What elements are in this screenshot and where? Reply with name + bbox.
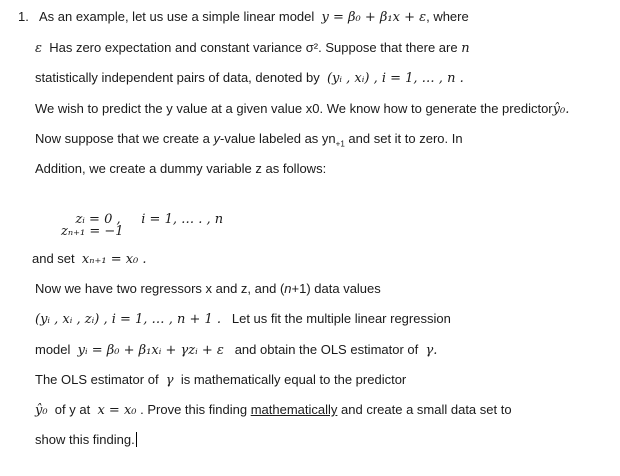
regression-equation: yᵢ = β₀ + β₁xᵢ + γzᵢ + ε	[77, 343, 224, 358]
line-14-text-b: . Prove this finding	[140, 402, 248, 417]
underlined-word: mathematically	[250, 402, 338, 417]
line-2-text: Has zero expectation and constant variance σ². Suppose that there are	[49, 40, 458, 55]
line-10	[35, 280, 381, 298]
x-equals-x0: x = x₀	[97, 403, 137, 418]
data-triples: (yᵢ , xᵢ , zᵢ) , i = 1, … , n + 1 .	[35, 312, 222, 327]
line-14	[35, 401, 512, 420]
dummy-z-last: zₙ₊₁ = −1	[61, 224, 124, 239]
x-last-equation: xₙ₊₁ = x₀ .	[81, 252, 147, 267]
line-3-text: statistically independent pairs of data, denoted by	[35, 70, 320, 85]
predictor-symbol-2: ŷ₀	[35, 403, 48, 418]
line-5-text-a: Now suppose that we create a	[35, 131, 210, 146]
line-9-text: and set	[32, 251, 75, 266]
line-8	[61, 222, 124, 241]
line-14-text-c: and create a small data set to	[341, 402, 512, 417]
line-12-text-b: and obtain the OLS estimator of	[234, 342, 419, 357]
line-5-text-b: -value labeled as yn	[220, 131, 336, 146]
dummy-z-definition: zᵢ = 0 , i = 1, … . , n	[75, 212, 224, 227]
line-5-text-c: and set it to zero. In	[348, 131, 463, 146]
gamma-symbol-2: γ	[165, 373, 174, 388]
line-4	[35, 100, 569, 119]
line-3	[35, 69, 464, 88]
line-10-text-b: +1) data values	[291, 281, 381, 296]
line-1-text: As an example, let us use a simple linear model	[38, 9, 315, 24]
line-10-text-a: Now we have two regressors x and z, and (	[35, 281, 285, 296]
list-number: 1.	[18, 9, 29, 24]
line-5	[35, 130, 463, 154]
line-5-italic: y	[213, 131, 221, 146]
data-pairs: (yᵢ , xᵢ) , i = 1, … , n .	[326, 71, 464, 86]
line-6	[35, 160, 326, 178]
line-2	[35, 39, 470, 58]
epsilon-symbol: ε	[35, 41, 42, 56]
line-11	[35, 310, 451, 329]
line-11-text: Let us fit the multiple linear regression	[231, 311, 451, 326]
line-10-italic: n	[284, 281, 292, 296]
gamma-symbol: γ.	[425, 343, 438, 358]
line-1	[18, 8, 469, 27]
model-equation: y = β₀ + β₁x + ε	[321, 10, 427, 25]
line-12	[35, 341, 437, 360]
line-6-text: Addition, we create a dummy variable z as follows:	[35, 161, 327, 176]
line-15	[35, 431, 137, 449]
n-symbol: n	[461, 41, 470, 56]
line-13	[35, 371, 406, 390]
line-1-end: , where	[426, 9, 469, 24]
line-13-text-b: is mathematically equal to the predictor	[180, 372, 407, 387]
predictor-symbol: ŷ₀.	[552, 102, 570, 117]
line-14-text-a: of y at	[54, 402, 91, 417]
line-15-text: show this finding.	[35, 432, 135, 447]
line-13-text-a: The OLS estimator of	[35, 372, 159, 387]
line-5-subscript: +1	[335, 139, 345, 149]
text-cursor	[136, 432, 137, 447]
line-9	[32, 250, 147, 269]
line-12-text-a: model	[35, 342, 71, 357]
line-4-text: We wish to predict the y value at a given value x0. We know how to generate the predictor	[35, 101, 553, 116]
